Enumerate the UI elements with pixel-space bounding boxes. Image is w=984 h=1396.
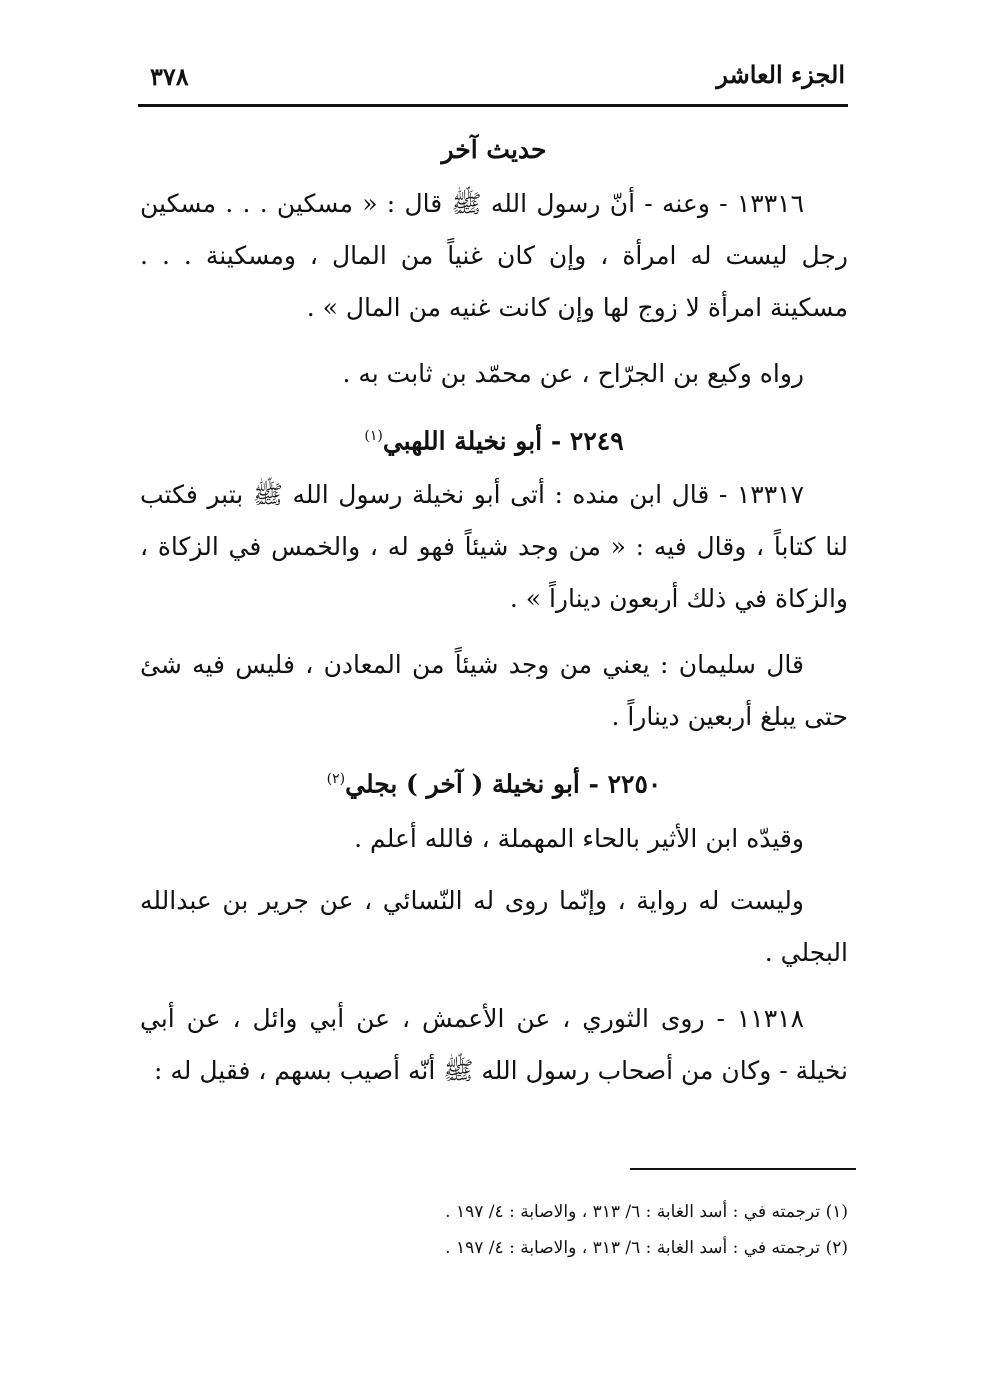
running-title: الجزء العاشر bbox=[716, 60, 845, 89]
footnotes bbox=[328, 1194, 848, 1266]
heading-text: ٢٢٤٩ - أبو نخيلة اللهبي bbox=[382, 426, 624, 456]
paragraph-sulayman: قال سليمان : يعني من وجد شيئاً من المعادن ، فليس فيه شئ حتى يبلغ أربعين ديناراً . bbox=[140, 650, 848, 732]
section-heading-hadith-akhar bbox=[140, 128, 848, 172]
footnote-2: (٢) ترجمته في : أسد الغابة : ٦/ ٣١٣ ، والاصابة : ٤/ ١٩٧ . bbox=[445, 1238, 848, 1258]
header-rule bbox=[138, 104, 848, 107]
footnote-ref-2: (٢) bbox=[326, 771, 346, 788]
paragraph-hadith-13316: ١٣٣١٦ - وعنه - أنّ رسول الله ﷺ قال : « مسكين . . . مسكين رجل ليست له امرأة ، وإن كان غنياً من المال ، ومسكينة . . . مسكينة امرأة لا زوج لها وإن كانت غنيه من المال » . bbox=[140, 189, 848, 322]
section-heading-2249 bbox=[140, 414, 848, 463]
heading-text: ٢٢٥٠ - أبو نخيلة ( آخر ) بجلي bbox=[345, 769, 662, 799]
paragraph-hadith-11318: ١١٣١٨ - روى الثوري ، عن الأعمش ، عن أبي وائل ، عن أبي نخيلة - وكان من أصحاب رسول الله ﷺ أنّه أصيب بسهم ، فقيل له : bbox=[140, 1003, 848, 1085]
paragraph-hadith-13317: ١٣٣١٧ - قال ابن منده : أتى أبو نخيلة رسول الله ﷺ بتبر فكتب لنا كتاباً ، وقال فيه : « من وجد شيئاً فهو له ، والخمس في الزكاة ، والزكاة في ذلك أربعون ديناراً » . bbox=[140, 480, 848, 614]
page-number: ٣٧٨ bbox=[150, 62, 189, 91]
footnote-rule bbox=[630, 1168, 856, 1170]
footnote-1: (١) ترجمته في : أسد الغابة : ٦/ ٣١٣ ، والاصابة : ٤/ ١٩٧ . bbox=[445, 1202, 848, 1222]
paragraph-nasai: وليست له رواية ، وإنّما روى له النّسائي ، عن جرير بن عبدالله البجلي . bbox=[140, 885, 848, 967]
paragraph-ibn-athir: وقيدّه ابن الأثير بالحاء المهملة ، فالله أعلم . bbox=[354, 823, 804, 853]
footnote-ref-1: (١) bbox=[364, 428, 383, 444]
running-head bbox=[140, 58, 845, 98]
heading-text: حديث آخر bbox=[441, 135, 547, 164]
section-heading-2250 bbox=[140, 757, 848, 806]
paragraph-narration: رواه وكيع بن الجرّاح ، عن محمّد بن ثابت به . bbox=[342, 359, 804, 388]
main-text bbox=[140, 128, 848, 1111]
